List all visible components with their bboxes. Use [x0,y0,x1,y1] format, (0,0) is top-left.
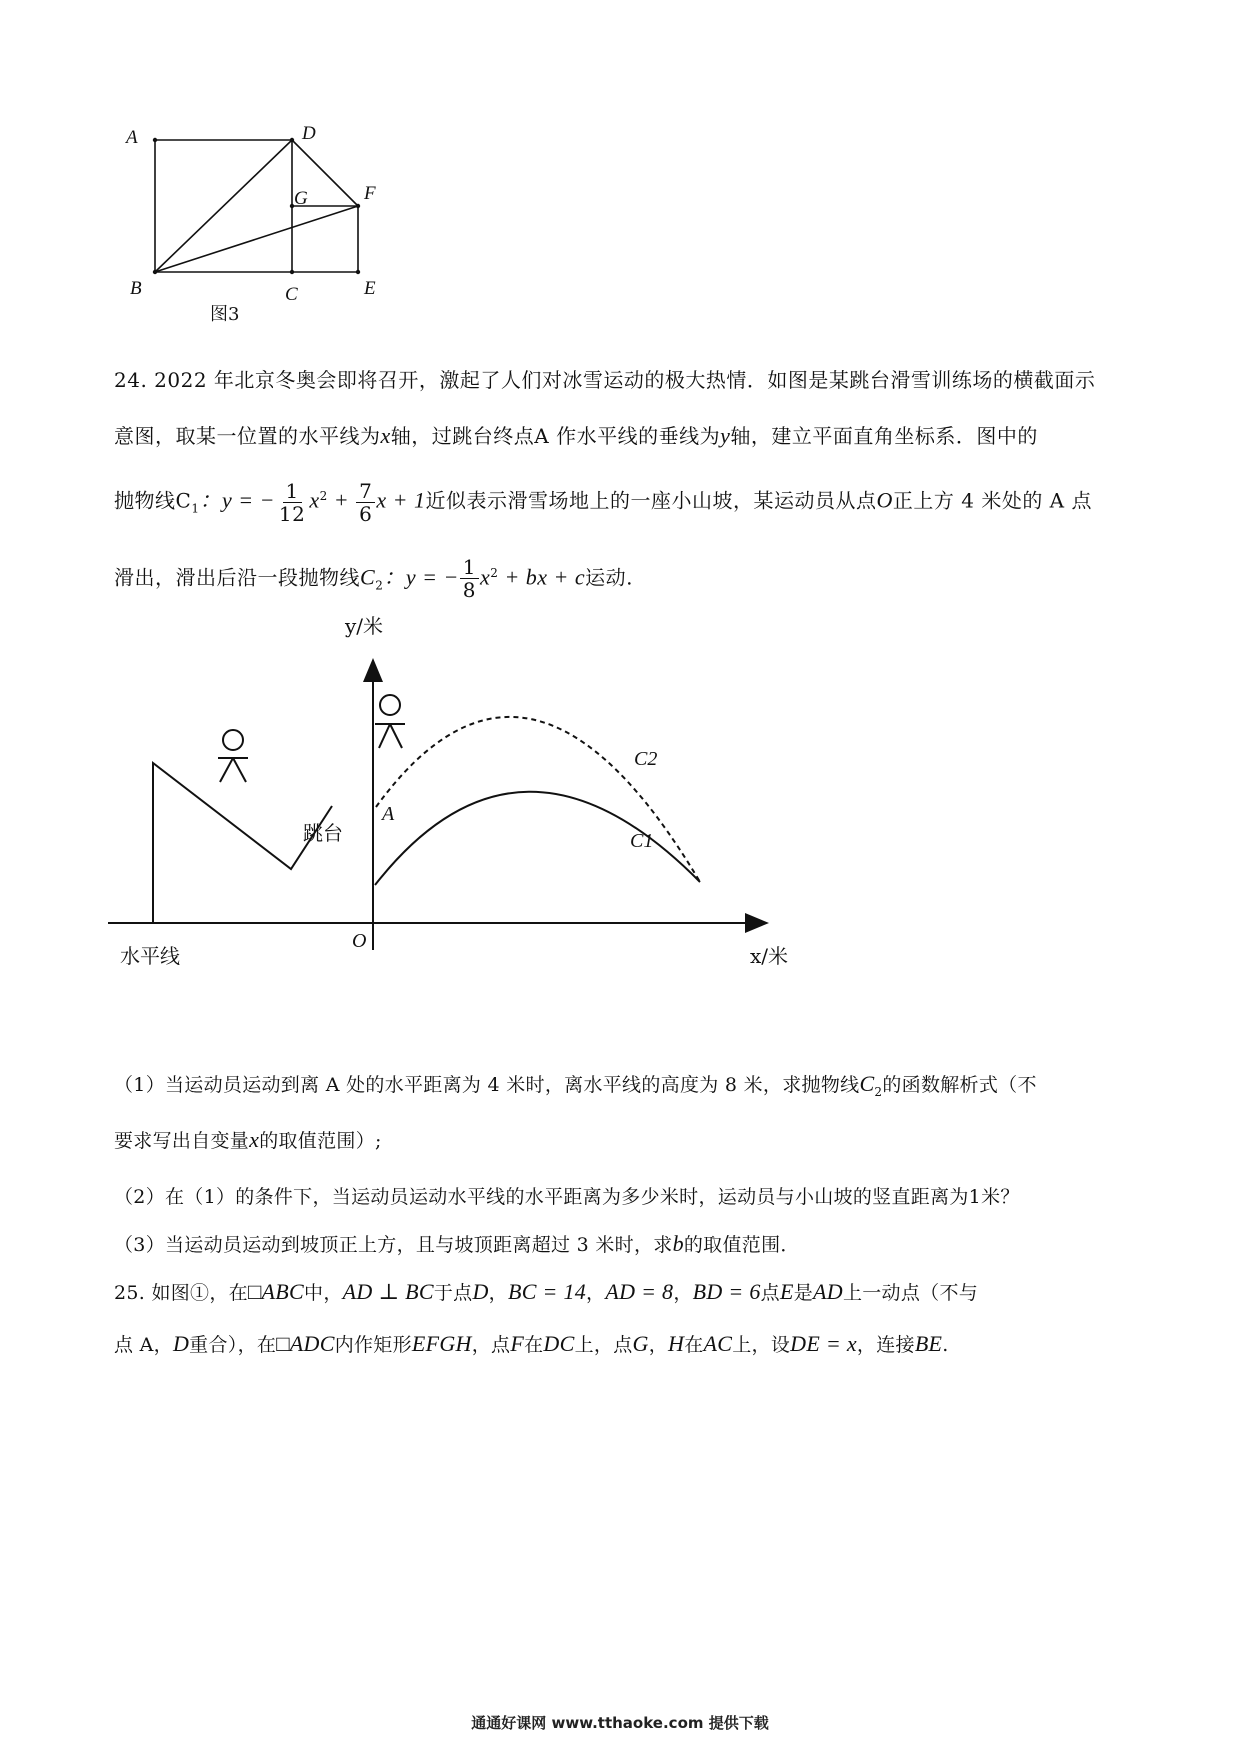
origin-label: O [352,930,367,952]
q24-line-1: 24. 2022 年北京冬奥会即将召开，激起了人们对冰雪运动的极大热情．如图是某跳台滑雪训练场的横截面示 [114,368,1096,392]
q24-line-4: 滑出，滑出后沿一段抛物线$C_2$：y = − $\frac{1}{8}$ $x^2$ + bx + c运动. [114,555,634,603]
label-G: G [294,188,308,209]
y-axis-label: y/米 [345,614,384,638]
curve-c2 [376,717,700,882]
segment-BD [155,140,292,272]
label-E: E [364,278,376,299]
sub-question-1-line-1: （1）当运动员运动到离 A 处的水平距离为 4 米时，离水平线的高度为 8 米，求抛物线$C_2$的函数解析式（不 [114,1071,1037,1099]
curve-c1-label: C1 [630,830,654,852]
sub-question-2: （2）在（1）的条件下，当运动员运动水平线的水平距离为多少米时，运动员与小山坡的竖直距离为1米？ [114,1186,1020,1208]
question-25-line-2: 点 A，D重合），在□ADC内作矩形EFGH，点F在DC上，点G，H在AC上，设DE = x，连接BE. [114,1331,949,1356]
label-F: F [364,183,376,204]
jump-platform-label: 跳台 [303,821,343,845]
horizon-label: 水平线 [120,944,180,968]
q24-line-3: 抛物线$C_1$：y = − $\frac{1}{12}$ $x^2$ + $\frac{7}{6}$ x + 1近似表示滑雪场地上的一座小山坡，某运动员从点O正上方 4 米处的 A 点 [114,478,1092,526]
q24-line-2: 意图，取某一位置的水平线为x轴，过跳台终点A 作水平线的垂线为y轴，建立平面直角坐标系．图中的 [114,423,1038,448]
skier-icon [218,730,248,782]
segment-BF [155,206,358,272]
sub-question-3: （3）当运动员运动到坡顶正上方，且与坡顶距离超过 3 米时，求b的取值范围． [114,1231,800,1256]
label-C: C [285,284,298,305]
question-25-line-1: 25. 如图①，在□ABC中，AD ⊥ BC于点D，BC = 14，AD = 8，BD = 6点E是AD上一动点（不与 [114,1279,979,1304]
skier-at-jump-icon [375,695,405,748]
curve-c2-label: C2 [634,748,658,770]
label-A: A [126,127,138,148]
x-axis-label: x/米 [750,944,789,968]
label-B: B [130,278,142,299]
figure-3-caption: 图3 [210,304,240,325]
point-A-label: A [382,803,395,825]
question-24 [114,352,1124,617]
ski-jump-diagram [100,600,800,960]
sub-question-1-line-2: 要求写出自变量x的取值范围）; [114,1127,382,1152]
page-footer: 通通好课网 www.tthaoke.com 提供下载 [471,1714,769,1732]
label-D: D [302,123,316,144]
